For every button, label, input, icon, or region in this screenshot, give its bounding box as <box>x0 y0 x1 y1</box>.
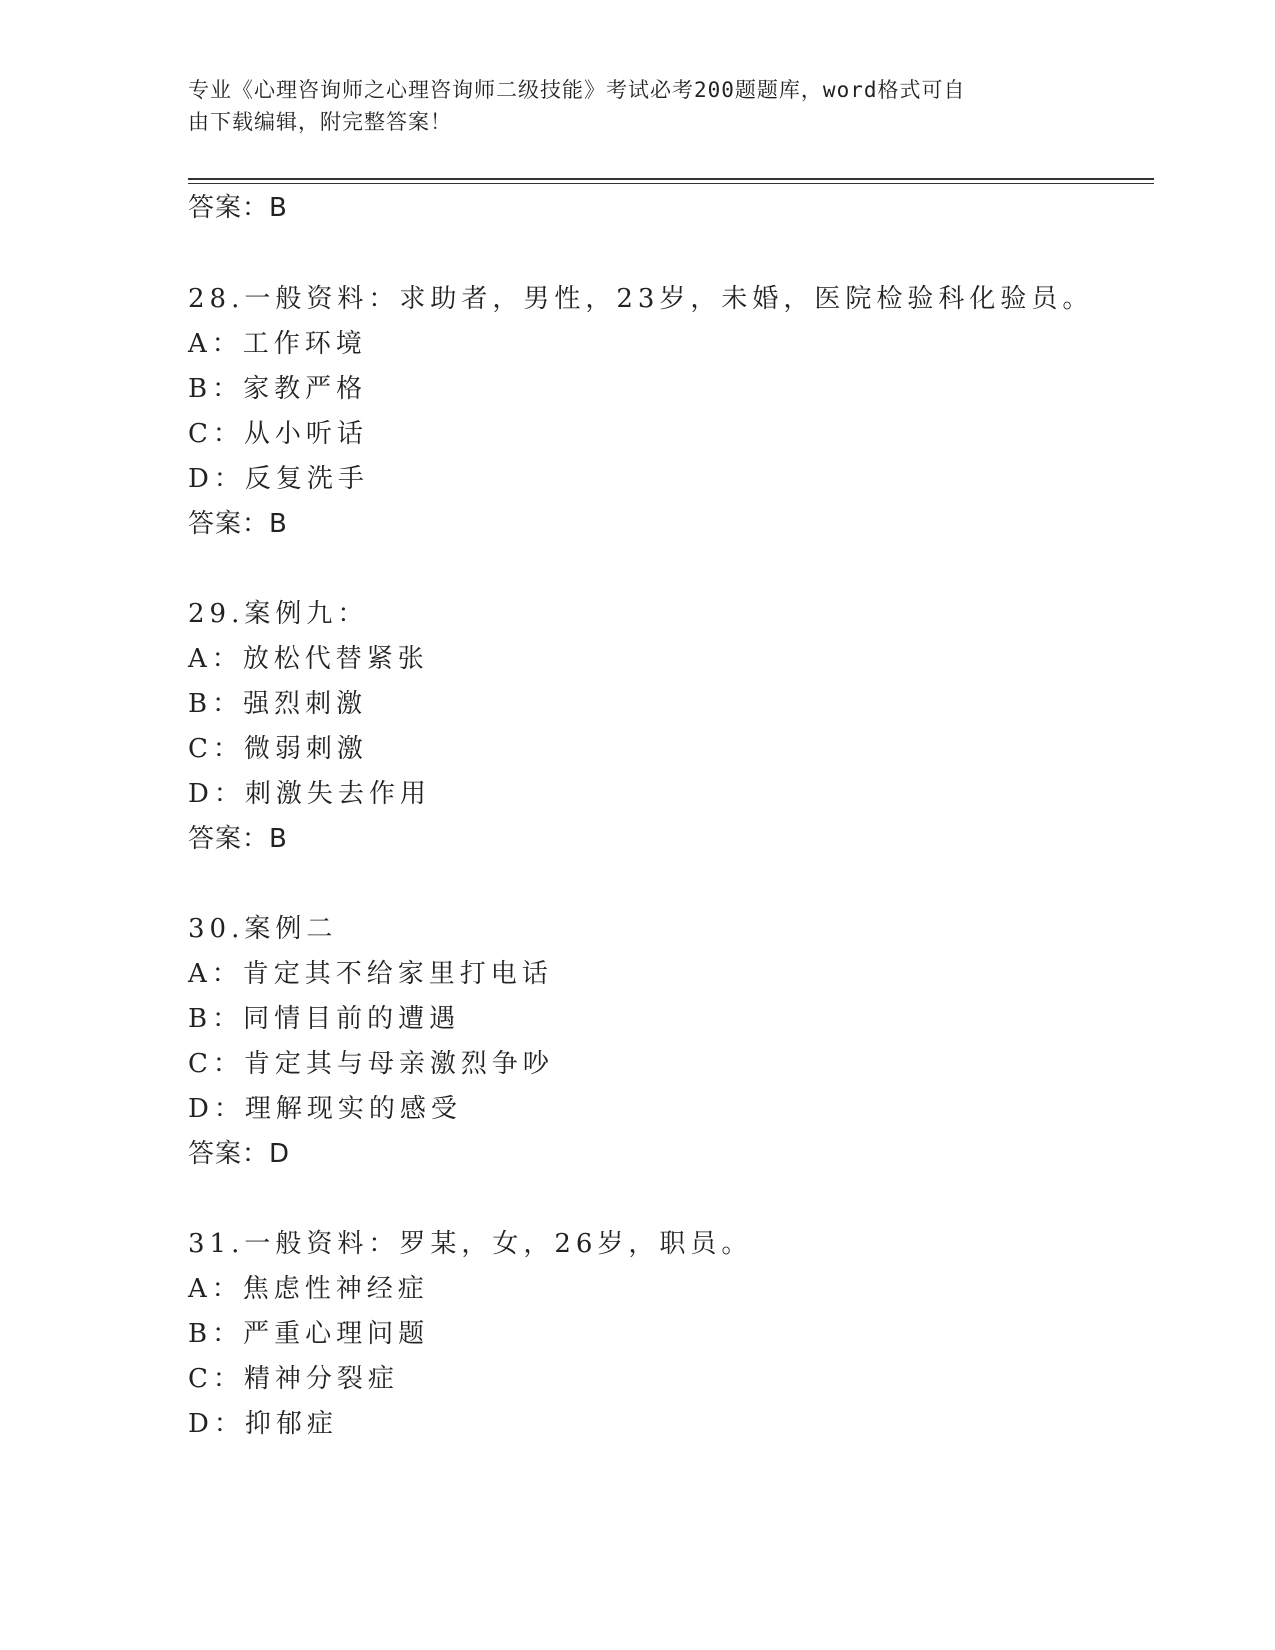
header-divider-thin <box>188 183 1154 184</box>
question-stem: 29.案例九： <box>188 599 369 629</box>
option-b: B：同情目前的遭遇 <box>188 1004 461 1034</box>
option-c: C：微弱刺激 <box>188 734 368 764</box>
option-d: D：刺激失去作用 <box>188 779 431 809</box>
option-d: D：理解现实的感受 <box>188 1094 462 1124</box>
question-stem: 30.案例二 <box>188 914 338 944</box>
option-a: A：放松代替紧张 <box>188 644 429 674</box>
document-header <box>188 74 1068 138</box>
option-a: A：焦虑性神经症 <box>188 1274 429 1304</box>
option-c: C：从小听话 <box>188 419 368 449</box>
option-c: C：精神分裂症 <box>188 1364 399 1394</box>
previous-answer: 答案：B <box>188 193 288 223</box>
option-a: A：工作环境 <box>188 329 367 359</box>
header-divider-thick <box>188 178 1154 180</box>
option-b: B：严重心理问题 <box>188 1319 430 1349</box>
question-answer: 答案：D <box>188 1139 291 1169</box>
header-title-line-2: 由下载编辑，附完整答案！ <box>188 110 452 134</box>
question-stem: 28.一般资料：求助者，男性，23岁，未婚，医院检验科化验员。 <box>188 284 1094 314</box>
question-answer: 答案：B <box>188 824 288 854</box>
option-d: D：反复洗手 <box>188 464 369 494</box>
question-answer: 答案：B <box>188 509 288 539</box>
option-a: A：肯定其不给家里打电话 <box>188 959 553 989</box>
question-stem: 31.一般资料：罗某，女，26岁，职员。 <box>188 1229 753 1259</box>
option-c: C：肯定其与母亲激烈争吵 <box>188 1049 554 1079</box>
option-d: D：抑郁症 <box>188 1409 338 1439</box>
header-title-line-1: 专业《心理咨询师之心理咨询师二级技能》考试必考200题题库，word格式可自 <box>188 78 966 102</box>
option-b: B：强烈刺激 <box>188 689 368 719</box>
option-b: B：家教严格 <box>188 374 368 404</box>
